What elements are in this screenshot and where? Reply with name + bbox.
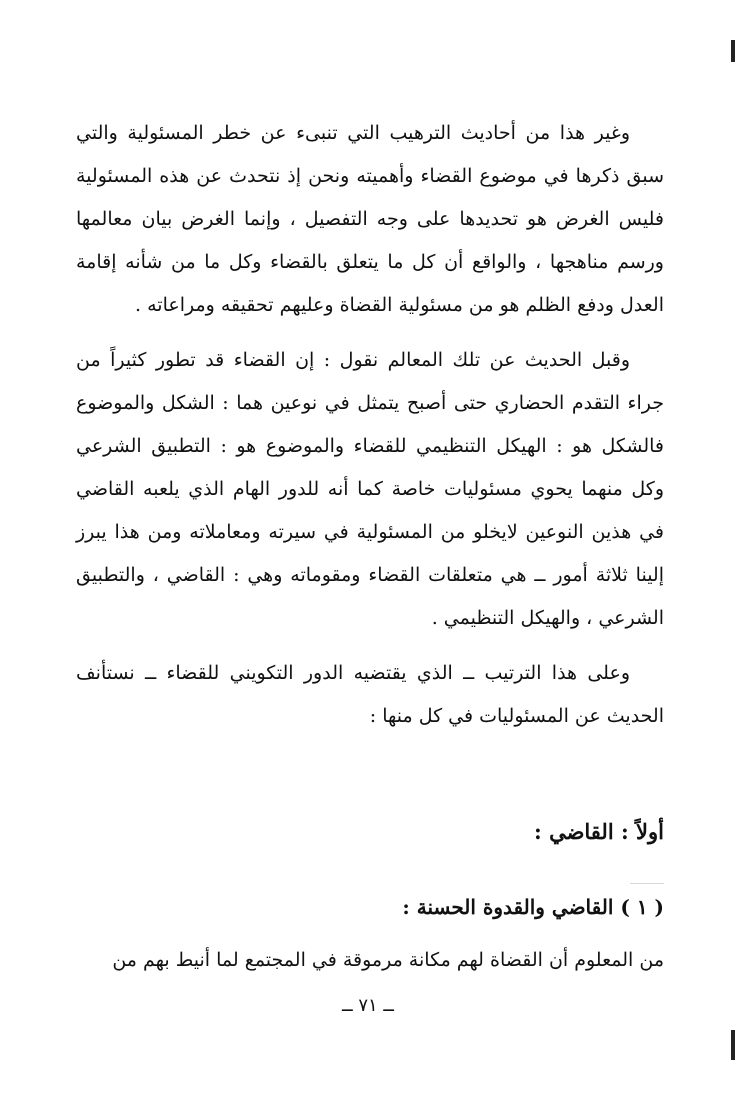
page-body bbox=[76, 112, 664, 994]
paragraph-1: وغير هذا من أحاديث الترهيب التي تنبىء عن خطر المسئولية والتي سبق ذكرها في موضوع القضاء وأهميته ونحن إذ نتحدث عن هذه المسئولية فليس الغرض هو تحديدها على وجه التفصيل ، وإنما الغرض بيان معالمها ورسم مناهجها ، والواقع أن كل ما يتعلق بالقضاء وكل ما من شأنه إقامة العدل ودفع الظلم هو من مسئولية القضاة وعليهم تحقيقه ومراعاته . bbox=[76, 122, 664, 316]
scan-edge-mark bbox=[731, 1030, 735, 1060]
page-number: ــ ٧١ ــ bbox=[342, 995, 394, 1016]
paragraph-4: من المعلوم أن القضاة لهم مكانة مرموقة في المجتمع لما أنيط بهم من bbox=[112, 949, 664, 971]
subsection-heading: ( ١ ) القاضي والقدوة الحسنة : bbox=[402, 895, 664, 919]
divider bbox=[630, 883, 664, 884]
section-heading: أولاً : القاضي : bbox=[534, 819, 664, 844]
paragraph-3: وعلى هذا الترتيب ــ الذي يقتضيه الدور التكويني للقضاء ــ نستأنف الحديث عن المسئوليات في كل منها : bbox=[76, 662, 664, 727]
paragraph-2: وقبل الحديث عن تلك المعالم نقول : إن القضاء قد تطور كثيراً من جراء التقدم الحضاري حتى أصبح يتمثل في نوعين هما : الشكل والموضوع فالشكل هو : الهيكل التنظيمي للقضاء والموضوع هو : التطبيق الشرعي وكل منهما يحوي مسئوليات خاصة كما أنه للدور الهام الذي يلعبه القاضي في هذين النوعين لايخلو من المسئولية في سيرته ومعاملاته ومن هذا يبرز إلينا ثلاثة أمور ــ هي متعلقات القضاء ومقوماته وهي : القاضي ، والتطبيق الشرعي ، والهيكل التنظيمي . bbox=[76, 349, 664, 629]
scan-edge-mark bbox=[731, 40, 735, 62]
